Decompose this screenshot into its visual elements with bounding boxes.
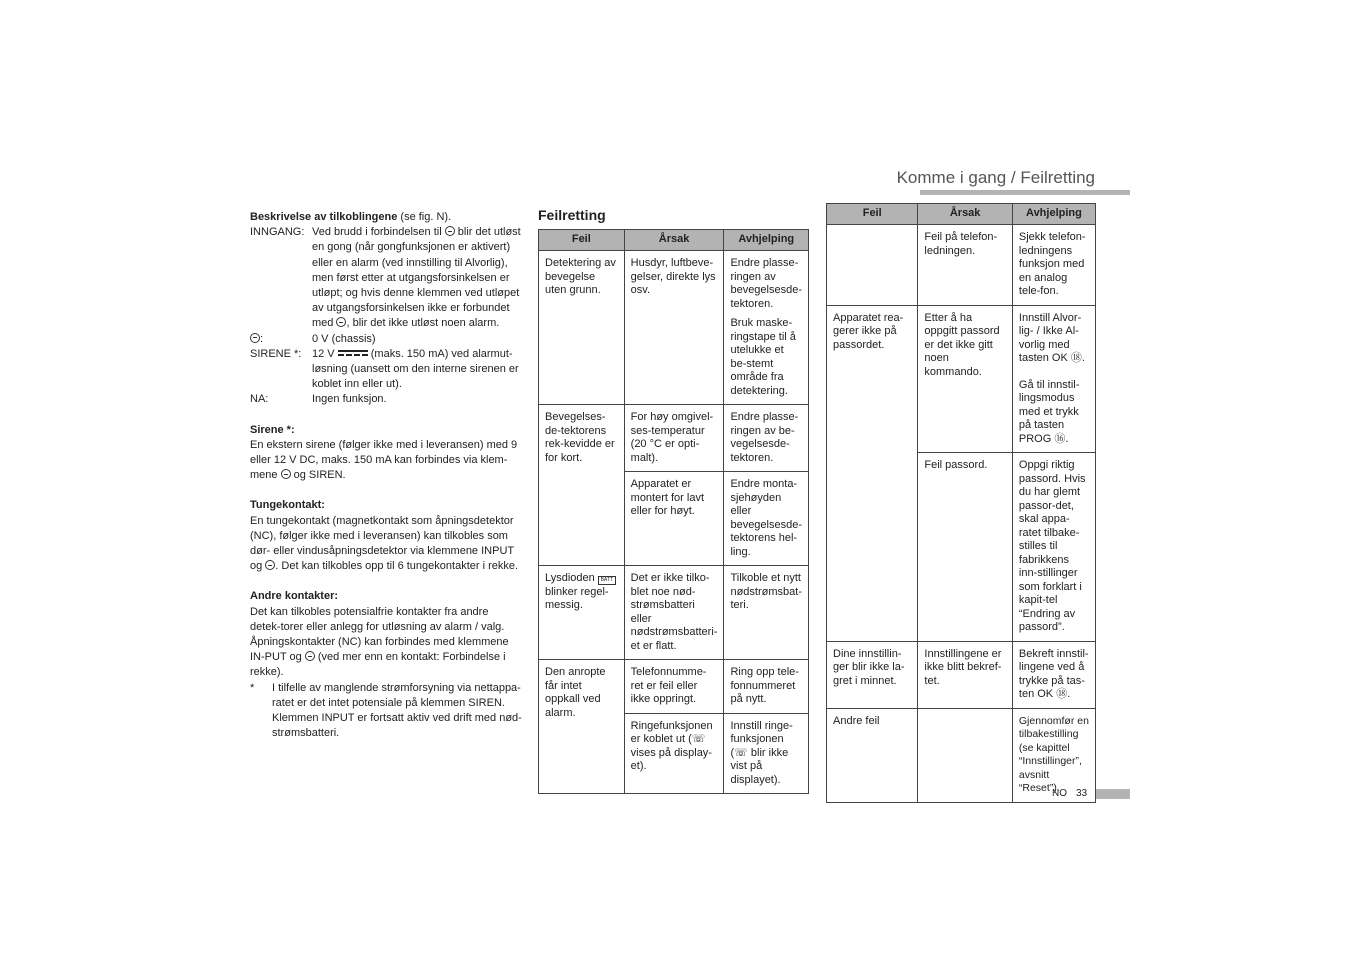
cell-arsak: Feil passord. [918, 453, 1013, 642]
cell-avhjelping: Endre monta-sjehøyden eller bevegelsesde-tektorens hel-ling. [724, 472, 809, 566]
table-row [539, 660, 809, 714]
col-header-avhjelping: Avhjelping [724, 230, 809, 251]
troubleshooting-table-2 [826, 203, 1096, 803]
cell-arsak: Etter å ha oppgitt passord er det ikke gitt noen kommando. [918, 305, 1013, 453]
cell-feil: Apparatet rea-gerer ikke på passordet. [827, 305, 918, 641]
cell-arsak [918, 708, 1013, 802]
ground-symbol-icon [250, 333, 260, 343]
col-header-feil: Feil [827, 204, 918, 225]
cell-feil: Lysdioden BATT blinker regel-messig. [539, 566, 625, 660]
andre-heading: Andre kontakter: [250, 590, 339, 603]
troubleshooting-table-1 [538, 229, 809, 794]
cell-arsak: Apparatet er montert for lavt eller for høyt. [624, 472, 724, 566]
cell-avhjelping: Tilkoble et nytt nødstrømsbat-teri. [724, 566, 809, 660]
cell-avhjelping: Bruk maske-ringstape til å utelukke et be-stemt område fra detektering. [724, 317, 809, 405]
cell-feil: Detektering av bevegelse uten grunn. [539, 251, 625, 405]
battery-icon: BATT [598, 576, 616, 585]
ground-symbol-icon [305, 651, 315, 661]
cell-arsak: Husdyr, luftbeve-gelser, direkte lys osv. [624, 251, 724, 405]
connection-description [250, 210, 522, 742]
cell-arsak: Det er ikke tilko-blet noe nød-strømsbatteri eller nødstrømsbatteri-et er flatt. [624, 566, 724, 660]
page-title: Komme i gang / Feilretting [896, 168, 1095, 187]
cell-feil [827, 225, 918, 306]
table-header-row [539, 230, 809, 251]
cell-feil: Andre feil [827, 708, 918, 802]
cell-arsak: For høy omgivel-ses-temperatur (20 °C er opti-malt). [624, 405, 724, 472]
section-heading: Feilretting [538, 207, 606, 223]
ground-definition: : 0 V (chassis) [250, 332, 522, 347]
dc-symbol-icon [338, 349, 368, 357]
footnote: * I tilfelle av manglende strømforsyning via nettappa-ratet er det intet potensiale på klemmen SIREN. Klemmen INPUT er fortsatt aktiv ved drift med nød-strømsbatteri. [250, 681, 522, 740]
footer-bar [1096, 789, 1130, 799]
cell-avhjelping: Oppgi riktig passord. Hvis du har glemt passor-det, skal appa-ratet tilbake-stilles til fabrikkens inn-stillinger som forklart i kapit-tel “Endring av passord”. [1012, 453, 1095, 642]
sirene-text: En ekstern sirene (følger ikke med i leveransen) med 9 eller 12 V DC, maks. 150 mA kan forbindes via klem-mene og SIREN. [250, 438, 518, 482]
connection-heading: Beskrivelse av tilkoblingene (se fig. N). [250, 211, 452, 223]
cell-avhjelping: Bekreft innstil-lingene ved å trykke på tas-ten OK ⑱. [1012, 641, 1095, 708]
andre-text: Det kan tilkobles potensialfrie kontakter fra andre detek-torer eller anlegg for utløsning av alarm / valg. Åpningskontakter (NC) kan forbindes med klemmene IN-PUT og (ved mer enn en kontakt: Forbindelse i rekke). [250, 605, 509, 679]
table-row [539, 566, 809, 660]
col-header-avhjelping: Avhjelping [1012, 204, 1095, 225]
table-row [827, 305, 1096, 453]
cell-avhjelping: Gjennomfør en tilbakestilling (se kapittel “Innstillinger”, avsnitt “Reset”). [1012, 708, 1095, 802]
cell-avhjelping: Innstill Alvor-lig- / Ikke Al-vorlig med tasten OK ⑱. Gå til innstil-lingsmodus med et trykk på tasten PROG ⑯. [1012, 305, 1095, 453]
cell-feil: Den anropte får intet oppkall ved alarm. [539, 660, 625, 794]
cell-avhjelping: Endre plasse-ringen av bevegelsesde-tektoren. [724, 251, 809, 318]
table-row [827, 641, 1096, 708]
ground-symbol-icon [281, 469, 291, 479]
ground-symbol-icon [265, 560, 275, 570]
cell-avhjelping: Innstill ringe-funksjonen (☏ blir ikke vist på displayet). [724, 713, 809, 794]
col-header-arsak: Årsak [624, 230, 724, 251]
cell-feil: Dine innstillin-ger blir ikke la-gret i minnet. [827, 641, 918, 708]
table-header-row [827, 204, 1096, 225]
tunge-heading: Tungekontakt: [250, 499, 325, 512]
tunge-text: En tungekontakt (magnetkontakt som åpningsdetektor (NC), følger ikke med i leveransen) kan tilkobles som dør- eller vindusåpningsdetektor via klemmene INPUT og . Det kan tilkobles opp til 6 tungekontakter i rekke. [250, 514, 519, 573]
ground-symbol-icon [445, 226, 455, 236]
cell-arsak: Telefonnumme-ret er feil eller ikke oppringt. [624, 660, 724, 714]
page-number: 33 [1076, 788, 1088, 799]
cell-feil: Bevegelses-de-tektorens rek-kevidde er for kort. [539, 405, 625, 566]
footer-language: NO [1052, 788, 1067, 799]
table-row [827, 225, 1096, 306]
col-header-arsak: Årsak [918, 204, 1013, 225]
cell-arsak: Innstillingene er ikke blitt bekref-tet. [918, 641, 1013, 708]
na-definition: NA: Ingen funksjon. [250, 393, 387, 406]
siren-definition: SIRENE *: 12 V (maks. 150 mA) ved alarmut-løsning (uansett om den interne sirenen er koblet inn eller ut). [250, 347, 519, 391]
input-definition: INNGANG: Ved brudd i forbindelsen til blir det utløst en gong (når gongfunksjonen er aktivert) eller en alarm (ved innstilling til Alvorlig), men først etter at utgangsforsinkelsen er utløpt; og hvis denne klemmen ved utløpet av utgangsforsinkelsen ikke er forbundet med , blir det ikke utløst noen alarm. [250, 226, 521, 330]
table-row [539, 251, 809, 318]
cell-arsak: Ringefunksjonen er koblet ut (☏ vises på display-et). [624, 713, 724, 794]
header-rule [920, 190, 1130, 195]
cell-arsak: Feil på telefon-ledningen. [918, 225, 1013, 306]
cell-avhjelping: Sjekk telefon-ledningens funksjon med en analog tele-fon. [1012, 225, 1095, 306]
col-header-feil: Feil [539, 230, 625, 251]
table-row [539, 405, 809, 472]
sirene-heading: Sirene *: [250, 423, 295, 436]
cell-avhjelping: Endre plasse-ringen av be-vegelsesde-tektoren. [724, 405, 809, 472]
cell-avhjelping: Ring opp tele-fonnummeret på nytt. [724, 660, 809, 714]
ground-symbol-icon [336, 317, 346, 327]
